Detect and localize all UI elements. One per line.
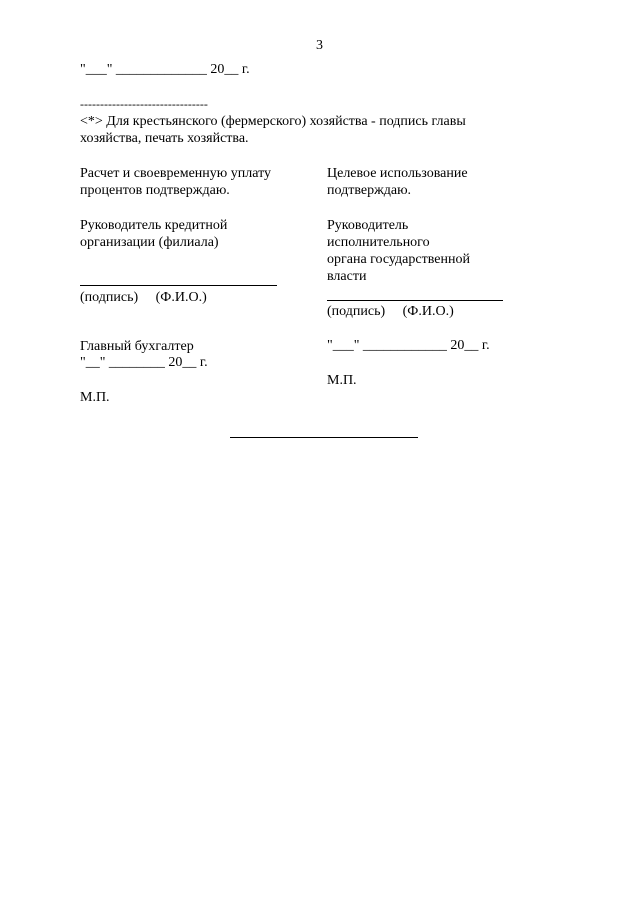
left-head-line-2: организации (филиала)	[80, 235, 219, 250]
left-head-line-1: Руководитель кредитной	[80, 218, 228, 233]
left-accountant-date: "__" ________ 20__ г.	[80, 355, 208, 370]
left-confirm-line-1: Расчет и своевременную уплату	[80, 166, 272, 181]
page-number: 3	[316, 38, 323, 53]
right-head-line-1: Руководитель	[327, 218, 409, 233]
right-signature-caption: (подпись) (Ф.И.О.)	[327, 304, 454, 319]
left-signature-line	[80, 285, 277, 286]
top-date-line: "___" _____________ 20__ г.	[80, 62, 250, 77]
right-stamp: М.П.	[327, 373, 357, 388]
right-date-line: "___" ____________ 20__ г.	[327, 338, 490, 353]
footnote-separator: --------------------------------	[80, 97, 208, 111]
left-stamp: М.П.	[80, 390, 110, 405]
right-head-line-3: органа государственной	[327, 252, 470, 267]
right-head-line-4: власти	[327, 269, 367, 284]
footnote-line-1: <*> Для крестьянского (фермерского) хозяйства - подпись главы	[80, 114, 466, 129]
footnote-line-2: хозяйства, печать хозяйства.	[80, 131, 249, 146]
right-confirm-line-2: подтверждаю.	[327, 183, 412, 198]
right-confirm-line-1: Целевое использование	[327, 166, 468, 181]
closing-rule	[230, 437, 418, 438]
left-accountant-title: Главный бухгалтер	[80, 339, 194, 354]
left-confirm-line-2: процентов подтверждаю.	[80, 183, 230, 198]
right-signature-line	[327, 300, 503, 301]
right-head-line-2: исполнительного	[327, 235, 430, 250]
left-signature-caption: (подпись) (Ф.И.О.)	[80, 290, 207, 305]
